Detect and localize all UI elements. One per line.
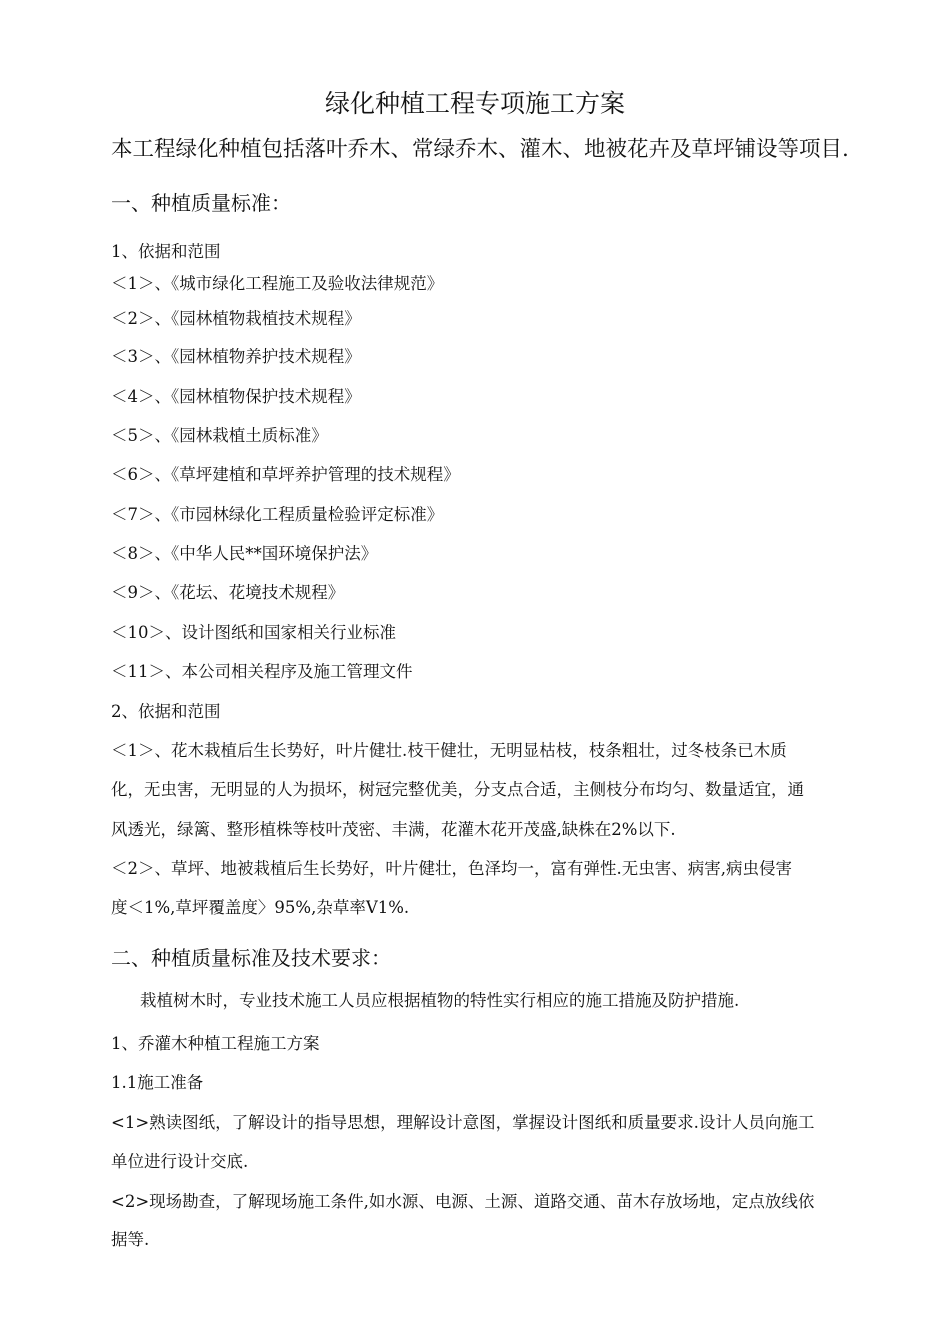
section-heading-quality-standards: 一、种植质量标准： — [111, 191, 291, 215]
reference-item-9: ＜9＞、《花坛、花境技术规程》 — [111, 583, 345, 602]
prep-item-2-line-1: <2>现场勘查，了解现场施工条件,如水源、电源、土源、道路交通、苗木存放场地，定点放线依 — [111, 1192, 815, 1211]
prep-item-1-line-1: <1>熟读图纸，了解设计的指导思想，理解设计意图，掌握设计图纸和质量要求.设计人员向施工 — [111, 1113, 815, 1132]
standard-paragraph-2-line-2: 度＜1%,草坪覆盖度〉95%,杂草率V1%. — [111, 898, 410, 917]
standard-paragraph-1-line-2: 化，无虫害，无明显的人为损坏，树冠完整优美，分支点合适，主侧枝分布均匀、数量适宜，通 — [111, 780, 804, 799]
subsection-heading-basis-scope-2: 2、依据和范围 — [111, 702, 221, 721]
reference-item-8: ＜8＞、《中华人民**国环境保护法》 — [111, 544, 378, 563]
reference-item-7: ＜7＞、《市园林绿化工程质量检验评定标准》 — [111, 505, 444, 524]
reference-item-6: ＜6＞、《草坪建植和草坪养护管理的技术规程》 — [111, 465, 460, 484]
section-heading-technical-requirements: 二、种植质量标准及技术要求： — [111, 946, 391, 970]
section-lead-paragraph: 栽植树木时，专业技术施工人员应根据植物的特性实行相应的施工措施及防护措施. — [140, 991, 740, 1010]
reference-item-11: ＜11＞、本公司相关程序及施工管理文件 — [111, 662, 413, 681]
prep-item-2-line-2: 据等. — [111, 1230, 150, 1249]
reference-item-3: ＜3＞、《园林植物养护技术规程》 — [111, 347, 361, 366]
reference-item-2: ＜2＞、《园林植物栽植技术规程》 — [111, 309, 361, 328]
reference-item-10: ＜10＞、设计图纸和国家相关行业标准 — [111, 623, 396, 642]
reference-item-4: ＜4＞、《园林植物保护技术规程》 — [111, 387, 361, 406]
subsection-heading-basis-scope: 1、依据和范围 — [111, 242, 221, 261]
prep-item-1-line-2: 单位进行设计交底. — [111, 1152, 249, 1171]
standard-paragraph-1-line-3: 风透光，绿篱、整形植株等枝叶茂密、丰满，花灌木花开茂盛,缺株在2%以下. — [111, 820, 676, 839]
subsection-heading-construction-prep: 1.1施工准备 — [111, 1073, 204, 1092]
subsection-heading-tree-shrub-plan: 1、乔灌木种植工程施工方案 — [111, 1034, 320, 1053]
reference-item-1: ＜1＞、《城市绿化工程施工及验收法律规范》 — [111, 274, 444, 293]
reference-item-5: ＜5＞、《园林栽植土质标准》 — [111, 426, 328, 445]
standard-paragraph-2-line-1: ＜2＞、草坪、地被栽植后生长势好，叶片健壮，色泽均一，富有弹性.无虫害、病害,病虫侵害 — [111, 859, 792, 878]
document-title: 绿化种植工程专项施工方案 — [324, 89, 625, 118]
intro-paragraph: 本工程绿化种植包括落叶乔木、常绿乔木、灌木、地被花卉及草坪铺设等项目. — [111, 137, 849, 162]
standard-paragraph-1-line-1: ＜1＞、花木栽植后生长势好，叶片健壮.枝干健壮，无明显枯枝，枝条粗壮，过冬枝条已木质 — [111, 741, 787, 760]
